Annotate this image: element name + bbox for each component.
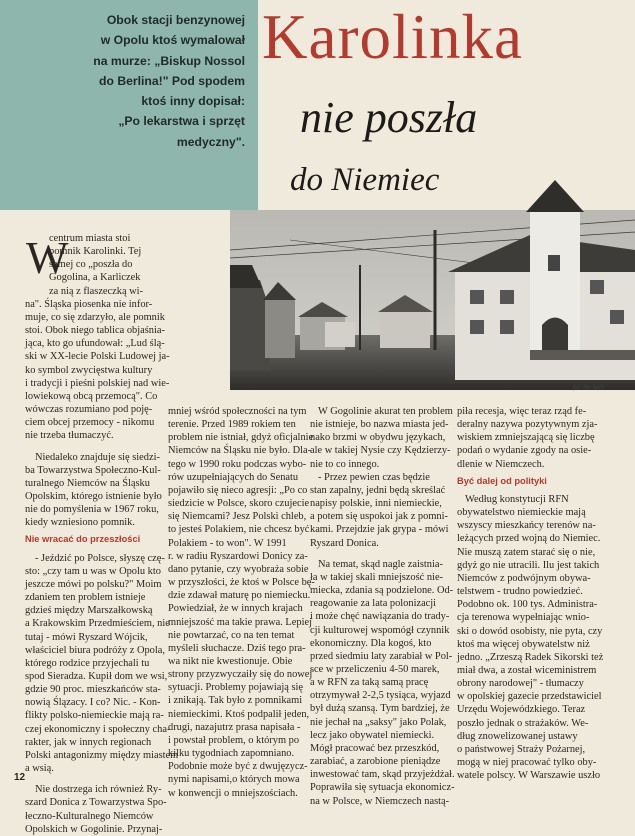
text-line: inwestować tam, skąd przyjeżdżał.: [310, 769, 455, 781]
article-column-3: [310, 405, 455, 808]
text-line: i powstał problem, o którym po: [168, 734, 300, 746]
text-line: terenie. Przed 1989 rokiem ten: [168, 419, 296, 431]
text-line: przed siedmiu laty zarabiał w Pol-: [310, 650, 453, 662]
text-line: w przyszłości, że ktoś w Polsce bę-: [168, 577, 315, 589]
text-line: wiskiem zmniejszającą się liczbę: [457, 432, 595, 444]
text-line: gdyż go nie utracili. Ilu jest takich: [457, 559, 600, 571]
text-line: a Krakowskim Przedmieściem, nie: [25, 618, 170, 630]
text-line: a potem się uspokoi jak z pomni-: [310, 511, 448, 523]
text-line: nie do pomyślenia w 1967 roku,: [25, 504, 159, 516]
text-line: r. w radiu Ryszardowi Donicy za-: [168, 550, 308, 562]
text-line: otrzymywał 2-2,5 tysiąca, wyjazd: [310, 690, 451, 702]
drop-cap: W: [26, 233, 69, 283]
text-line: pomnik Karolinki. Tej: [49, 246, 142, 258]
text-line: kiedy wzniesiono pomnik.: [25, 517, 135, 529]
text-line: kilku tygodniach zapomniano.: [168, 748, 295, 760]
text-line: ciem obcej przemocy - nikomu: [25, 417, 155, 429]
lead-line: w Opolu ktoś wymalował: [100, 33, 245, 48]
text-line: Niemców na Śląsku nie było. Dla-: [168, 445, 312, 457]
text-line: drugi, nazajutrz prasa napisała -: [168, 721, 301, 733]
text-line: lecz jako obywatel niemiecki.: [310, 729, 435, 741]
text-line: - Przez pewien czas będzie: [318, 471, 430, 483]
headline-do-niemiec: do Niemiec: [290, 162, 440, 198]
section-heading: Nie wracać do przeszłości: [25, 534, 141, 545]
text-line: Nie dostrzega ich również Ry-: [35, 784, 162, 796]
text-line: jedno. „Zrzeszą Radek Sikorski też: [457, 651, 604, 663]
text-line: Mógł pracować bez przeszkód,: [310, 742, 440, 754]
text-line: nie powtarzać, co na ten temat: [168, 629, 295, 641]
text-line: cja terenowa wypełniając wnio-: [457, 612, 590, 624]
text-line: ekonomiczny. Dla kogoś, kto: [310, 637, 432, 649]
text-line: dług znowelizowanej ustawy: [457, 730, 578, 742]
text-line: Nie muszą zatem starać się o nie,: [457, 546, 596, 558]
text-line: jąca, kto go ufundował: „Lud ślą-: [25, 338, 165, 350]
text-line: niemieckimi. Ktoś podpalił jeden,: [168, 708, 310, 720]
text-line: mniej wśród społeczności na tym: [168, 406, 307, 417]
text-line: Podobnie może być z dwujęzycz-: [168, 761, 308, 773]
text-line: sytuacji. Problemy pojawiają się: [168, 682, 304, 694]
text-line: nymi napisami,o których mowa: [168, 774, 300, 786]
text-line: nie jechał na „saksy" jako Polak,: [310, 716, 447, 728]
text-line: Opolskich w Gogolinie. Przynaj-: [25, 823, 163, 835]
text-line: to jesteś Polakiem, nie chcesz być: [168, 524, 310, 536]
lead-line: „Po lekarstwa i sprzęt: [118, 114, 245, 129]
text-line: dano pytanie, czy wyobraża sobie: [168, 563, 309, 575]
text-line: Niemców z podwójnym obywa-: [457, 572, 591, 584]
text-line: ko symbol zwycięstwa kultury: [25, 364, 153, 376]
text-line: łeczno-Kulturalnego Niemców: [25, 810, 154, 822]
text-line: ale w takiej Nysie czy Kędzierzy-: [310, 445, 451, 457]
text-line: i znikają. Tak było z pomnikami: [168, 695, 303, 707]
text-line: piła recesja, więc teraz rząd fe-: [457, 406, 587, 417]
text-line: deralny nazywa pozytywnym zja-: [457, 419, 598, 431]
text-line: stan zapalny, jedni będą skreślać: [310, 484, 446, 496]
text-line: W Gogolinie akurat ten problem: [318, 406, 453, 417]
article-column-2: [168, 405, 315, 800]
text-line: a wsią.: [25, 763, 54, 775]
text-line: tutaj - mówi Ryszard Wójcik,: [25, 631, 148, 643]
text-line: Podobno ok. 100 tys. Administra-: [457, 599, 598, 611]
text-line: którego rodzice przyjechali tu: [25, 657, 150, 669]
text-line: a w RFN za taką samą pracę: [310, 677, 429, 689]
text-line: kami. Przejdzie jak grypa - mówi: [310, 524, 449, 536]
text-line: problem nie istniał, gdyż oficjalnie: [168, 432, 314, 444]
text-line: na". Śląska piosenka nie infor-: [25, 298, 153, 310]
text-line: miecka, zdania są podzielone. Od-: [310, 585, 454, 597]
headline-nie-poszla: nie poszła: [300, 93, 478, 142]
text-line: Urzędu Wojewódzkiego. Teraz: [457, 704, 586, 716]
text-line: Polski antagonizmy między miastem: [25, 749, 179, 761]
text-line: rakter, jak w innych regionach: [25, 736, 152, 748]
text-line: telstwem - trudno powiedzieć.: [457, 586, 583, 598]
text-line: sce w przeliczeniu 4-50 marek,: [310, 663, 440, 675]
text-line: gdzieś między Marszałkowską: [25, 605, 153, 617]
text-line: i tradycji i pieśni polskiej nad wie-: [25, 377, 170, 389]
text-line: cji kulturowej wspomógł czynnik: [310, 624, 450, 636]
text-line: Gogolina, a Karliczek: [49, 272, 141, 284]
text-line: obywatelstwo niemieckie mają: [457, 507, 586, 519]
text-line: spod Sieradza. Kupił dom we wsi,: [25, 671, 168, 682]
text-line: nie to co innego.: [310, 458, 380, 470]
lead-line: na murze: „Biskup Nossol: [93, 53, 245, 68]
text-line: dlenie w Niemczech.: [457, 458, 545, 470]
section-heading: Być dalej od polityki: [457, 475, 547, 486]
text-line: samej co „poszła do: [49, 259, 133, 271]
text-line: mogą w niej pracować tylko oby-: [457, 757, 597, 769]
text-line: o państwowej Straży Pożarnej,: [457, 743, 586, 755]
text-line: jeszcze mówi po polsku?" Moim: [25, 578, 162, 590]
text-line: za nią z flaszeczką wi-: [49, 285, 144, 297]
text-line: zdaniem ten problem istnieje: [25, 592, 146, 604]
text-line: centrum miasta stoi: [49, 233, 131, 244]
text-line: Opolskim, którego istnienie było: [25, 490, 162, 502]
text-line: i może chęć nawiązania do trady-: [310, 611, 450, 623]
text-line: stoi. Obok niego tablica objaśnia-: [25, 325, 165, 337]
text-line: napisy polskie, inni niemieckie,: [310, 498, 442, 510]
text-line: się Niemcami? Jesz Polski chleb,: [168, 511, 307, 523]
page-number: 12: [14, 772, 26, 783]
text-line: poszło jednak o strażaków. We-: [457, 717, 589, 729]
headline-karolinka: Karolinka: [262, 2, 523, 72]
text-line: Ryszard Donica.: [310, 537, 379, 549]
text-line: szard Donica z Towarzystwa Spo-: [25, 797, 167, 809]
lead-line: do Berlina!" Pod spodem: [99, 73, 245, 88]
lead-paragraph: [40, 10, 245, 152]
text-line: siedzicie w Polsce, skoro czujecie: [168, 498, 310, 510]
text-line: myśleli słuchacze. Dziś tego pra-: [168, 642, 306, 654]
text-line: w konwencji o mniejszościach.: [168, 787, 298, 799]
text-line: nowią Ślązacy. I co? Nic. - Kon-: [25, 697, 161, 709]
text-line: w opolskiej gazecie przedstawiciel: [457, 691, 602, 703]
text-line: gdzie 90 proc. mieszkańców sta-: [25, 684, 161, 696]
text-line: sto: „czy tam u was w Opolu kto: [25, 565, 161, 577]
text-line: obrony narodowej" - tłumaczy: [457, 678, 584, 690]
text-line: nie trzeba tłumaczyć.: [25, 430, 114, 442]
text-line: czej ekonomiczny i społeczny cha-: [25, 723, 171, 735]
text-line: ski o dowód osobisty, nie pyta, czy: [457, 625, 603, 637]
paragraph-gap: [310, 550, 440, 558]
text-line: Na temat, skąd nagle zaistnia-: [318, 558, 443, 570]
text-line: strony przyzwyczaiły się do nowej: [168, 669, 313, 681]
text-line: wszyscy mieszkańcy terenów na-: [457, 520, 596, 532]
text-line: flikty polsko-niemieckie mają ra-: [25, 710, 164, 722]
text-line: ła w takiej skali mniejszość nie-: [310, 571, 444, 583]
text-line: zarabiać, a zarobione pieniądze: [310, 756, 441, 768]
text-line: ktoś ma więcej obywatelstw niż: [457, 638, 590, 650]
text-line: podań o wydanie zgody na osie-: [457, 445, 592, 457]
text-line: leżących przed wojną do Niemiec.: [457, 533, 601, 545]
text-line: był dużą szansą. Tym bardziej, że: [310, 703, 450, 715]
text-line: nako brzmi w obydwu językach,: [310, 432, 446, 444]
text-line: Niedaleko znajduje się siedzi-: [35, 451, 160, 463]
text-line: wa nikt nie kwestionuje. Obie: [168, 655, 293, 667]
lead-line: Obok stacji benzynowej: [106, 13, 245, 27]
article-column-4: [457, 405, 605, 782]
text-line: miał dwa, a został wiceministrem: [457, 664, 597, 676]
text-line: ski w XX-lecie Polski Ludowej ja-: [25, 351, 170, 363]
text-line: tego w 1990 roku podczas wybo-: [168, 458, 307, 470]
text-line: reagowanie za lata polonizacji: [310, 598, 437, 610]
text-line: watele polscy. W Warszawie uszło: [457, 770, 601, 782]
text-line: na w Polsce, w Niemczech nastą-: [310, 795, 450, 807]
text-line: Poprawiła się sytuacja ekonomicz-: [310, 782, 455, 794]
text-line: właściciel biura podróży z Opola,: [25, 644, 165, 656]
text-line: turalnego Niemców na Śląsku: [25, 477, 150, 489]
text-line: - Jeździć po Polsce, słyszę czę-: [35, 552, 165, 564]
text-line: Polakiem - to won". W 1991: [168, 537, 287, 549]
text-line: rów uzupełniających do Senatu: [168, 471, 299, 483]
text-line: Według konstytucji RFN: [465, 493, 569, 505]
lead-line: medyczny".: [176, 134, 245, 149]
text-line: mniejszość ma takie prawa. Lepiej: [168, 616, 312, 628]
text-line: dzie zdawał maturę po niemiecku.: [168, 590, 311, 602]
text-line: lowiekową obcą przemocą". Co: [25, 390, 158, 402]
lead-line: ktoś inny dopisał:: [141, 94, 245, 109]
text-line: nie istnieje, bo nazwa miasta jed-: [310, 419, 449, 431]
photo-credit: fot. Jan Sech: [573, 385, 604, 391]
text-line: muje, co się zdarzyło, ale pomnik: [25, 311, 165, 323]
text-line: Powiedział, że w innych krajach: [168, 603, 303, 615]
village-photo: [230, 210, 635, 390]
text-line: ba Towarzystwa Społeczno-Kul-: [25, 464, 161, 476]
text-line: wówczas rozumiano pod poję-: [25, 404, 153, 416]
text-line: pojawiło się nieco agresji: „Po co: [168, 484, 308, 496]
